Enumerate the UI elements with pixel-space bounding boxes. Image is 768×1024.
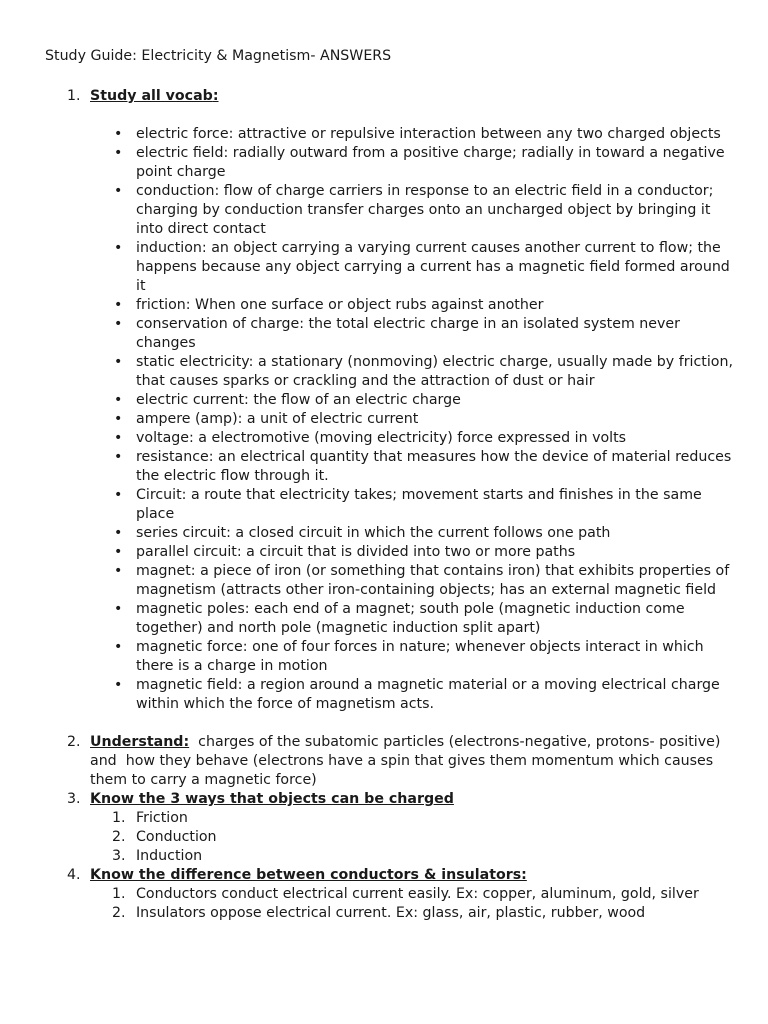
- vocab-text: electric force: attractive or repulsive interaction between any two charged objects: [136, 126, 721, 142]
- bullet-icon: •: [114, 392, 123, 408]
- vocab-item: [90, 562, 735, 600]
- section-heading: Study all vocab: [90, 88, 213, 104]
- section-3: [45, 790, 735, 866]
- vocab-text: parallel circuit: a circuit that is divided into two or more paths: [136, 544, 576, 560]
- vocab-text: magnetic poles: each end of a magnet; south pole (magnetic induction come together) and north pole (magnetic induction split apart): [136, 601, 685, 636]
- bullet-icon: •: [114, 449, 123, 465]
- vocab-item: [90, 125, 735, 144]
- vocab-item: [90, 638, 735, 676]
- vocab-item: [90, 600, 735, 638]
- sub-item-number: 1.: [112, 810, 126, 826]
- section-4: [45, 866, 735, 923]
- vocab-item: [90, 144, 735, 182]
- vocab-item: [90, 486, 735, 524]
- section-heading: Know the 3 ways that objects can be charged: [90, 791, 454, 807]
- sub-item-number: 2.: [112, 905, 126, 921]
- bullet-icon: •: [114, 525, 123, 541]
- vocab-item: [90, 296, 735, 315]
- conductor-insulator-item: [90, 904, 735, 923]
- vocab-item: [90, 239, 735, 296]
- vocab-item: [90, 410, 735, 429]
- bullet-icon: •: [114, 430, 123, 446]
- vocab-text: induction: an object carrying a varying current causes another current to flow; the happens because any object carrying a current has a magnetic field formed around it: [136, 240, 730, 294]
- vocab-text: magnetic force: one of four forces in nature; whenever objects interact in which there is a charge in motion: [136, 639, 704, 674]
- section-heading: Understand:: [90, 734, 190, 750]
- sub-item-text: Conduction: [136, 829, 217, 845]
- vocab-text: series circuit: a closed circuit in which the current follows one path: [136, 525, 611, 541]
- conductors-insulators-list: [90, 885, 735, 923]
- sub-item-text: Conductors conduct electrical current easily. Ex: copper, aluminum, gold, silver: [136, 886, 699, 902]
- sub-item-number: 3.: [112, 848, 126, 864]
- vocab-item: [90, 448, 735, 486]
- vocab-item: [90, 353, 735, 391]
- bullet-icon: •: [114, 639, 123, 655]
- bullet-icon: •: [114, 411, 123, 427]
- vocab-text: friction: When one surface or object rubs against another: [136, 297, 544, 313]
- conductor-insulator-item: [90, 885, 735, 904]
- vocab-text: magnetic field: a region around a magnetic material or a moving electrical charge within which the force of magnetism acts.: [136, 677, 720, 712]
- document-title: Study Guide: Electricity & Magnetism- ANSWERS: [45, 48, 392, 64]
- section-number: 1.: [67, 88, 81, 104]
- sub-item-text: Friction: [136, 810, 188, 826]
- document-page: [45, 47, 735, 923]
- vocab-item: [90, 391, 735, 410]
- charging-methods-list: [90, 809, 735, 866]
- vocab-text: Circuit: a route that electricity takes; movement starts and finishes in the same place: [136, 487, 702, 522]
- vocab-text: conduction: flow of charge carriers in response to an electric field in a conductor; charging by conduction transfer charges onto an uncharged object by bringing it into direct contact: [136, 183, 714, 237]
- sections-list: [45, 87, 735, 923]
- vocab-text: electric current: the flow of an electric charge: [136, 392, 461, 408]
- vocab-item: [90, 524, 735, 543]
- vocab-list: [90, 125, 735, 714]
- bullet-icon: •: [114, 601, 123, 617]
- section-1: [45, 87, 735, 714]
- bullet-icon: •: [114, 126, 123, 142]
- section-number: 4.: [67, 867, 81, 883]
- vocab-text: static electricity: a stationary (nonmoving) electric charge, usually made by friction, that causes sparks or crackling and the attraction of dust or hair: [136, 354, 733, 389]
- bullet-icon: •: [114, 183, 123, 199]
- bullet-icon: •: [114, 297, 123, 313]
- bullet-icon: •: [114, 240, 123, 256]
- sub-item-text: Induction: [136, 848, 203, 864]
- bullet-icon: •: [114, 487, 123, 503]
- vocab-text: electric field: radially outward from a positive charge; radially in toward a negative point charge: [136, 145, 725, 180]
- vocab-text: conservation of charge: the total electric charge in an isolated system never changes: [136, 316, 680, 351]
- bullet-icon: •: [114, 145, 123, 161]
- bullet-icon: •: [114, 354, 123, 370]
- vocab-item: [90, 543, 735, 562]
- vocab-text: ampere (amp): a unit of electric current: [136, 411, 419, 427]
- vocab-item: [90, 182, 735, 239]
- bullet-icon: •: [114, 316, 123, 332]
- vocab-text: resistance: an electrical quantity that measures how the device of material reduces the electric flow through it.: [136, 449, 732, 484]
- charging-method-item: [90, 847, 735, 866]
- section-heading-suffix: :: [212, 88, 219, 104]
- vocab-item: [90, 676, 735, 714]
- charging-method-item: [90, 828, 735, 847]
- charging-method-item: [90, 809, 735, 828]
- vocab-item: [90, 315, 735, 353]
- section-number: 3.: [67, 791, 81, 807]
- section-2: [45, 733, 735, 790]
- bullet-icon: •: [114, 544, 123, 560]
- vocab-item: [90, 429, 735, 448]
- sub-item-text: Insulators oppose electrical current. Ex: glass, air, plastic, rubber, wood: [136, 905, 646, 921]
- section-text: charges of the subatomic particles (electrons-negative, protons- positive) and how they behave (electrons have a spin that gives them momentum which causes them to carry a magnetic force): [90, 734, 725, 788]
- vocab-text: magnet: a piece of iron (or something that contains iron) that exhibits properties of magnetism (attracts other iron-containing objects; has an external magnetic field: [136, 563, 730, 598]
- sub-item-number: 2.: [112, 829, 126, 845]
- section-number: 2.: [67, 734, 81, 750]
- bullet-icon: •: [114, 563, 123, 579]
- section-heading: Know the difference between conductors & insulators:: [90, 867, 527, 883]
- bullet-icon: •: [114, 677, 123, 693]
- vocab-text: voltage: a electromotive (moving electricity) force expressed in volts: [136, 430, 627, 446]
- sub-item-number: 1.: [112, 886, 126, 902]
